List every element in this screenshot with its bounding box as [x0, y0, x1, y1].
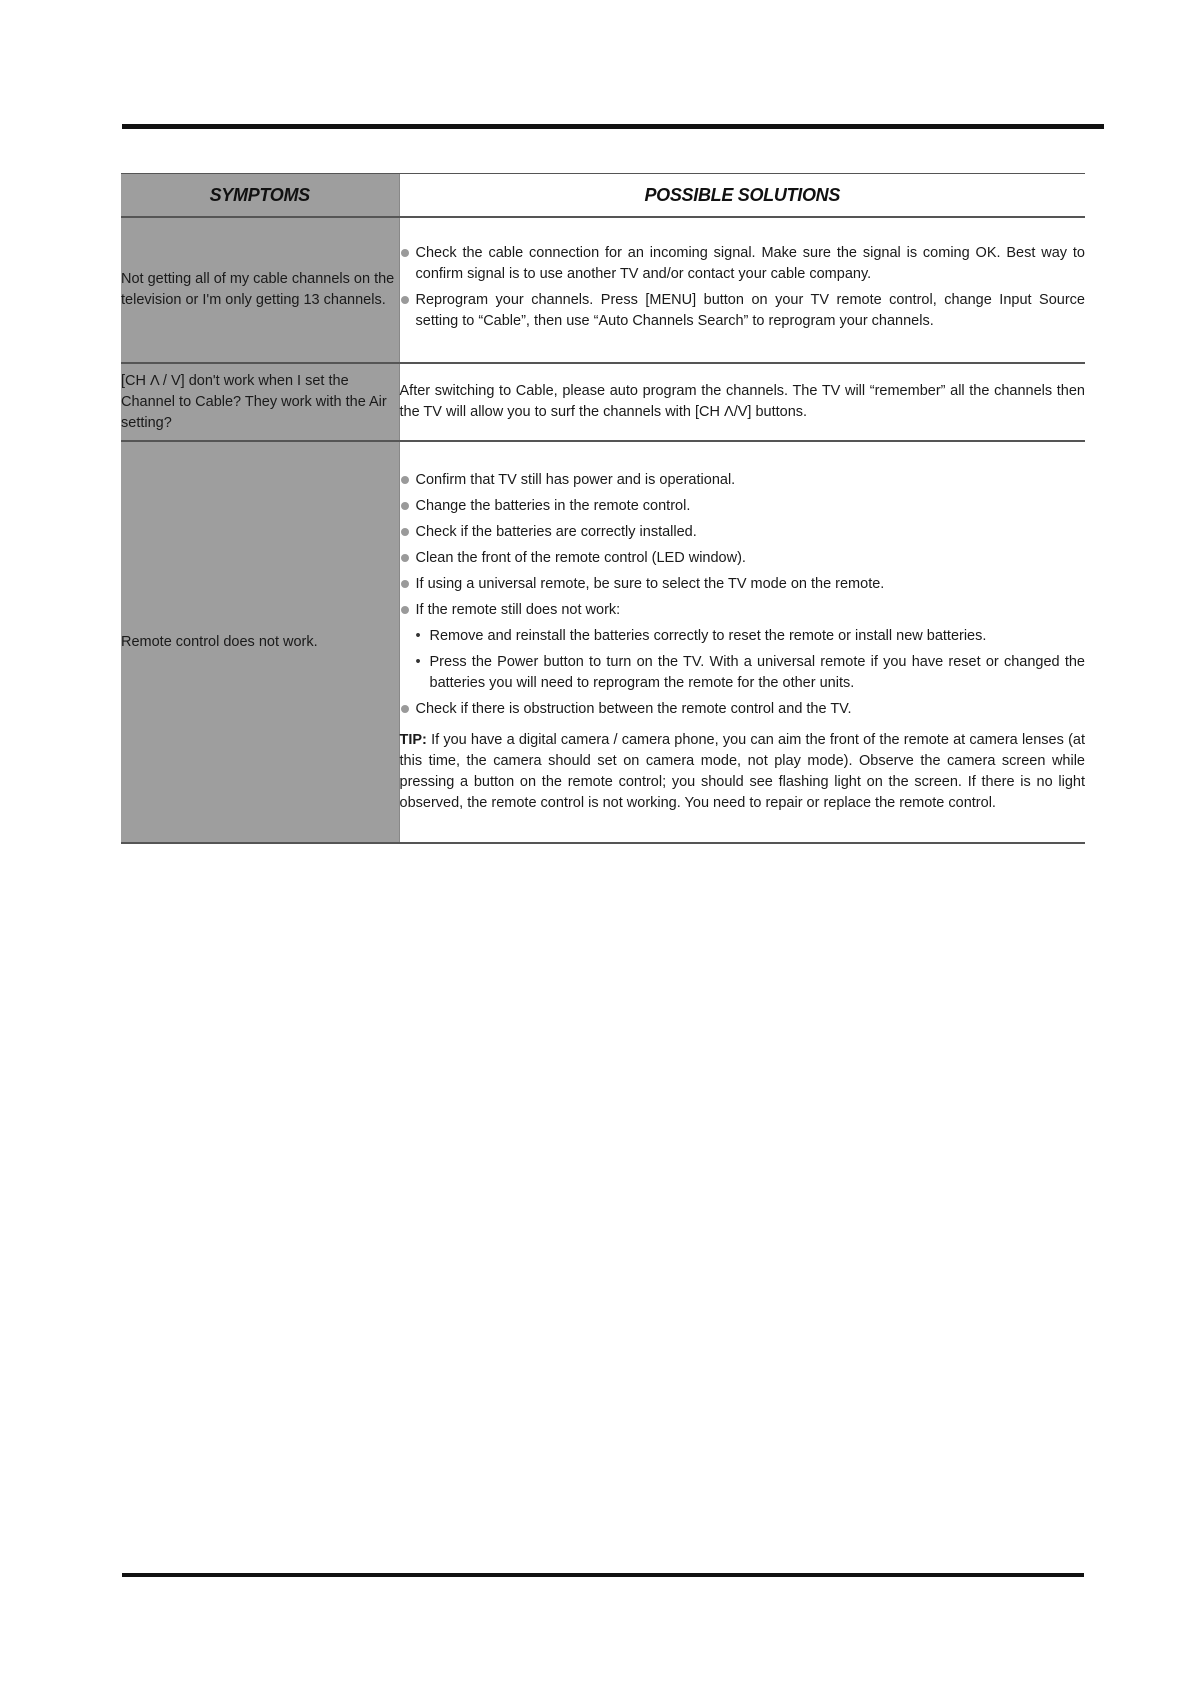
- solution-bullet: Change the batteries in the remote control.: [400, 496, 1086, 517]
- solution-bullet: If the remote still does not work:: [400, 600, 1086, 621]
- troubleshooting-table: [121, 173, 1085, 844]
- table-header-row: [121, 174, 1085, 218]
- solution-bullet: If using a universal remote, be sure to select the TV mode on the remote.: [400, 574, 1086, 595]
- symptom-cell: Not getting all of my cable channels on the television or I'm only getting 13 channels.: [121, 217, 399, 363]
- tip-text: If you have a digital camera / camera phone, you can aim the front of the remote at camera lenses (at this time, the camera should set on camera mode, not play mode). Observe the camera screen while pressing a button on the remote control; you should see flashing light on the screen. If there is no light observed, the remote control is not working. You need to repair or replace the remote control.: [399, 732, 1085, 811]
- solution-bullet: Reprogram your channels. Press [MENU] button on your TV remote control, change Input Source setting to “Cable”, then use “Auto Channels Search” to reprogram your channels.: [400, 290, 1086, 332]
- solution-sub-bullet: • Remove and reinstall the batteries correctly to reset the remote or install new batteries.: [400, 626, 1086, 647]
- table-row: [121, 441, 1085, 843]
- table-row: [121, 363, 1085, 441]
- solutions-header: POSSIBLE SOLUTIONS: [399, 174, 1085, 218]
- solution-bullet: Check the cable connection for an incoming signal. Make sure the signal is coming OK. Best way to confirm signal is to use another TV and/or contact your cable company.: [400, 243, 1086, 285]
- table-row: [121, 217, 1085, 363]
- solution-bullet: Clean the front of the remote control (LED window).: [400, 548, 1086, 569]
- solution-bullet: Confirm that TV still has power and is operational.: [400, 470, 1086, 491]
- tip-label: TIP:: [399, 732, 427, 748]
- solution-cell: [399, 217, 1085, 363]
- solution-sub-bullet: • Press the Power button to turn on the TV. With a universal remote if you have reset or changed the batteries you will need to reprogram the remote for the other units.: [400, 652, 1086, 694]
- solution-cell: [399, 441, 1085, 843]
- solution-cell: After switching to Cable, please auto program the channels. The TV will “remember” all the channels then the TV will allow you to surf the channels with [CH Λ/V] buttons.: [399, 363, 1085, 441]
- footer-rule: [122, 1573, 1084, 1577]
- symptoms-header: SYMPTOMS: [121, 174, 399, 218]
- tip-paragraph: [400, 730, 1086, 814]
- header-rule: [122, 124, 1104, 129]
- symptom-cell: Remote control does not work.: [121, 441, 399, 843]
- solution-bullet: Check if the batteries are correctly installed.: [400, 522, 1086, 543]
- symptom-cell: [CH Λ / V] don't work when I set the Channel to Cable? They work with the Air setting?: [121, 363, 399, 441]
- solution-bullet: Check if there is obstruction between the remote control and the TV.: [400, 699, 1086, 720]
